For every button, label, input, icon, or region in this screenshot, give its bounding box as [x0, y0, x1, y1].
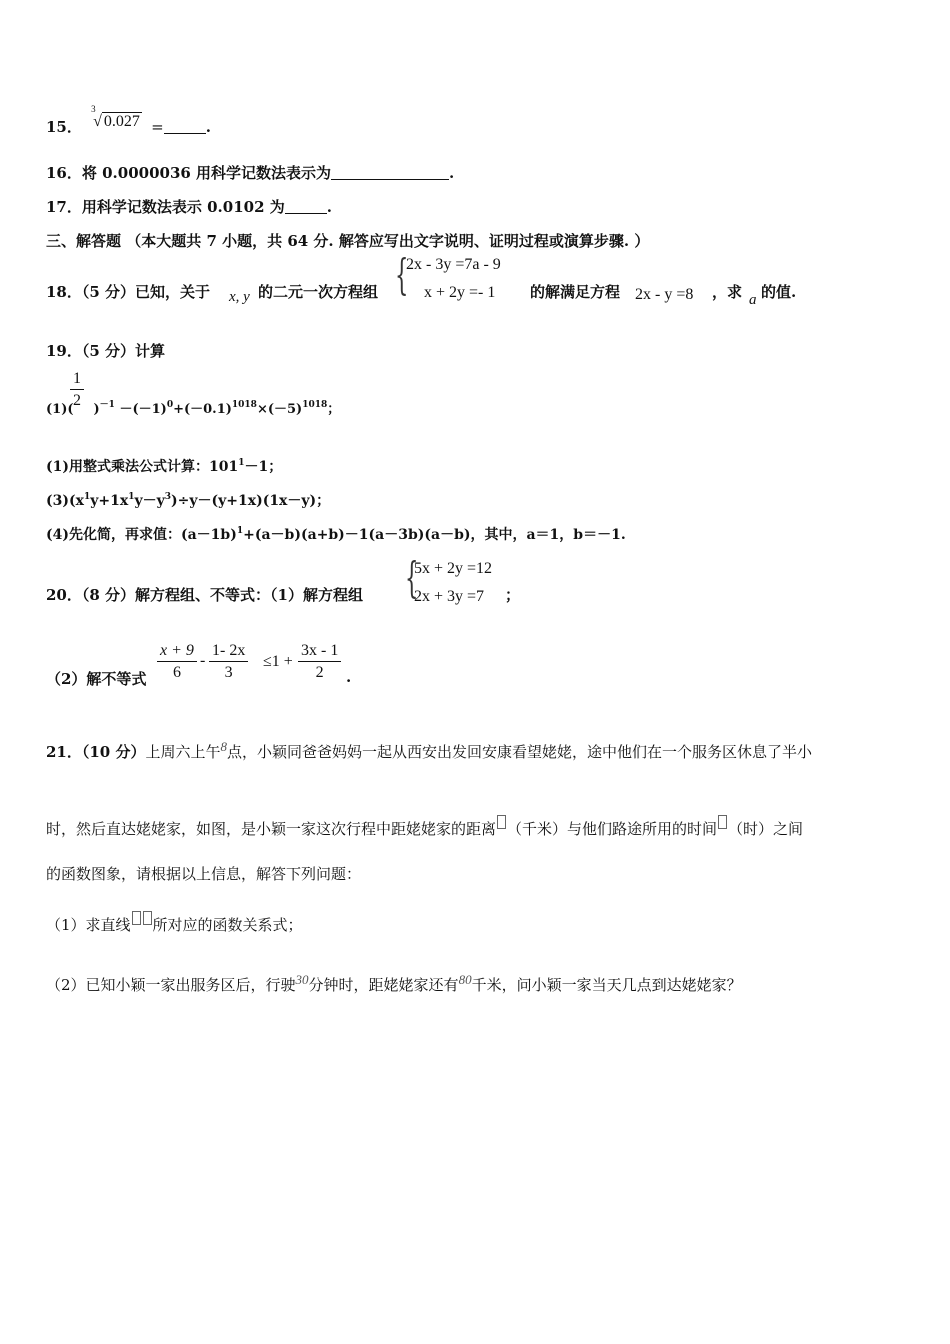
- q19-p3-c: y－y: [134, 493, 165, 509]
- q21-text: （2）已知小颖一家出服务区后，行驶: [46, 976, 296, 994]
- system-brace: {: [405, 553, 419, 602]
- q19-p1-term4: ×(－5): [256, 402, 303, 417]
- q19-title: 19．（5 分）计算: [46, 342, 166, 360]
- fraction-denominator: 6: [172, 664, 181, 681]
- q20-semicolon: ；: [505, 586, 521, 604]
- q19-p3-d: )÷y－(y+1x)(1x－y)；: [171, 493, 331, 509]
- q21-text: （千米）与他们路途所用的时间: [507, 820, 718, 838]
- q20-eq2: 2x + 3y =7: [414, 588, 485, 605]
- q15-end: .: [205, 118, 211, 136]
- q19-p2-tail: －1；: [244, 459, 283, 475]
- cube-root: [91, 104, 142, 137]
- q21-line3: 的函数图象，请根据以上信息，解答下列问题：: [46, 865, 362, 883]
- q18-var-a: a: [749, 292, 757, 308]
- question-18: [46, 281, 210, 302]
- missing-glyph-y: [497, 815, 506, 829]
- q20-eq1: 5x + 2y =12: [414, 560, 493, 577]
- missing-glyph-line-start: [132, 911, 141, 925]
- fraction-numerator: 3x - 1: [298, 642, 341, 662]
- missing-glyph-line-end: [143, 911, 152, 925]
- q19-part1: [46, 397, 340, 417]
- q19-p3-a: (3)(x: [46, 493, 84, 509]
- exp-1: 1: [83, 492, 91, 502]
- exp-1: 1: [128, 492, 135, 502]
- exp-neg1: －1: [99, 400, 115, 410]
- q18-mid: 的二元一次方程组: [258, 283, 379, 301]
- root-index: 3: [91, 104, 96, 114]
- inequality-fraction-3: [298, 642, 341, 682]
- minutes-30: 30: [295, 972, 309, 987]
- q19-p1-close: ): [93, 402, 100, 417]
- q18-eq1: 2x - 3y =7a - 9: [406, 256, 501, 273]
- minus-sign: -: [200, 652, 206, 669]
- q21-text: 点，小颖同爸爸妈妈一起从西安出发回安康看望姥姥，途中他们在一个服务区休息了半小: [227, 743, 813, 761]
- q19-p1-term2: －(－1): [119, 402, 167, 417]
- q20-prefix: 20．（8 分）解方程组、不等式：（1）解方程组: [46, 586, 363, 604]
- question-15: [46, 104, 211, 137]
- q21-line2: [46, 815, 803, 839]
- q19-p4-tail: +(a－b)(a+b)－1(a－3b)(a－b)，其中，a＝1，b＝－1.: [243, 527, 626, 543]
- radicand: 0.027: [103, 113, 140, 130]
- q18-eq3: 2x - y =8: [635, 286, 694, 303]
- inequality-fraction-2: [209, 642, 248, 682]
- q20-end: .: [346, 668, 352, 686]
- km-80: 80: [458, 972, 472, 987]
- q21-text: 千米，问小颖一家当天几点到达姥姥家？: [471, 976, 742, 994]
- exp-1: 1: [236, 526, 244, 536]
- q21-text: 时，然后直达姥姥家，如图，是小颖一家这次行程中距姥姥家的距离: [46, 820, 497, 838]
- q19-part4: [46, 524, 626, 544]
- q17-end: .: [326, 198, 332, 216]
- fraction-numerator: 1: [70, 370, 84, 390]
- q18-end: 的值.: [761, 283, 797, 301]
- system-brace: {: [395, 250, 409, 299]
- q19-part3: [46, 490, 330, 510]
- fraction-denominator: 2: [315, 664, 324, 681]
- section-3-title: 三、解答题 （本大题共 7 小题，共 64 分. 解答应写出文字说明、证明过程或演算步骤. ）: [46, 232, 650, 250]
- question-16: [46, 162, 454, 183]
- q21-line1: [46, 739, 812, 762]
- q19-p4-text: (4)先化简，再求值：(a－1b): [46, 527, 237, 543]
- q21-text: 上周六上午: [145, 743, 221, 761]
- q20-part2-label: （2）解不等式: [46, 670, 147, 688]
- fraction-numerator: x + 9: [157, 642, 197, 662]
- exp-1: 1: [238, 458, 245, 468]
- q18-prefix: 18．（5 分）已知，关于: [46, 283, 211, 301]
- exp-1018: 1018: [302, 400, 328, 410]
- answer-blank: [285, 199, 327, 214]
- exp-3: 3: [164, 492, 171, 502]
- q17-text: 17．用科学记数法表示 0.0102 为: [46, 198, 285, 216]
- missing-glyph-x: [718, 815, 727, 829]
- exp-1018: 1018: [231, 400, 257, 410]
- q18-vars: x, y: [229, 289, 250, 305]
- leq-sign: ≤1 +: [263, 653, 293, 670]
- q21-text: （时）之间: [728, 820, 804, 838]
- q21-text: 所对应的函数关系式；: [152, 916, 303, 934]
- fraction-denominator: 2: [73, 392, 81, 409]
- q19-p1-end: ；: [327, 402, 341, 417]
- fraction-denominator: 3: [224, 664, 233, 681]
- q18-eq2: x + 2y =- 1: [424, 284, 496, 301]
- q18-mid3: ，求: [712, 283, 743, 301]
- q21-text: （1）求直线: [46, 916, 131, 934]
- question-17: [46, 196, 332, 217]
- answer-blank: [164, 119, 206, 134]
- q19-p1-term3: +(－0.1): [173, 402, 232, 417]
- q16-end: .: [449, 164, 455, 182]
- q19-p1-open: (1)(: [46, 402, 74, 417]
- q21-number: 21．（10 分）: [46, 743, 146, 761]
- q15-number: 15．: [46, 118, 82, 136]
- exp-0: 0: [166, 400, 174, 410]
- q21-text: 分钟时，距姥姥家还有: [308, 976, 459, 994]
- answer-blank: [331, 165, 449, 180]
- q19-p3-b: y+1x: [90, 493, 129, 509]
- q16-text: 16．将 0.0000036 用科学记数法表示为: [46, 164, 332, 182]
- fraction-numerator: 1- 2x: [209, 642, 248, 662]
- question-20: [46, 584, 363, 605]
- q19-part2: [46, 456, 282, 476]
- q21-part2: [46, 972, 742, 995]
- radical-sign: √: [93, 113, 102, 130]
- inequality-fraction-1: [157, 642, 197, 682]
- hour-8: 8: [220, 739, 227, 754]
- q18-mid2: 的解满足方程: [530, 283, 621, 301]
- q19-p2-text: (1)用整式乘法公式计算：101: [46, 459, 239, 475]
- equals-sign: =: [151, 118, 164, 136]
- q21-part1: [46, 911, 303, 935]
